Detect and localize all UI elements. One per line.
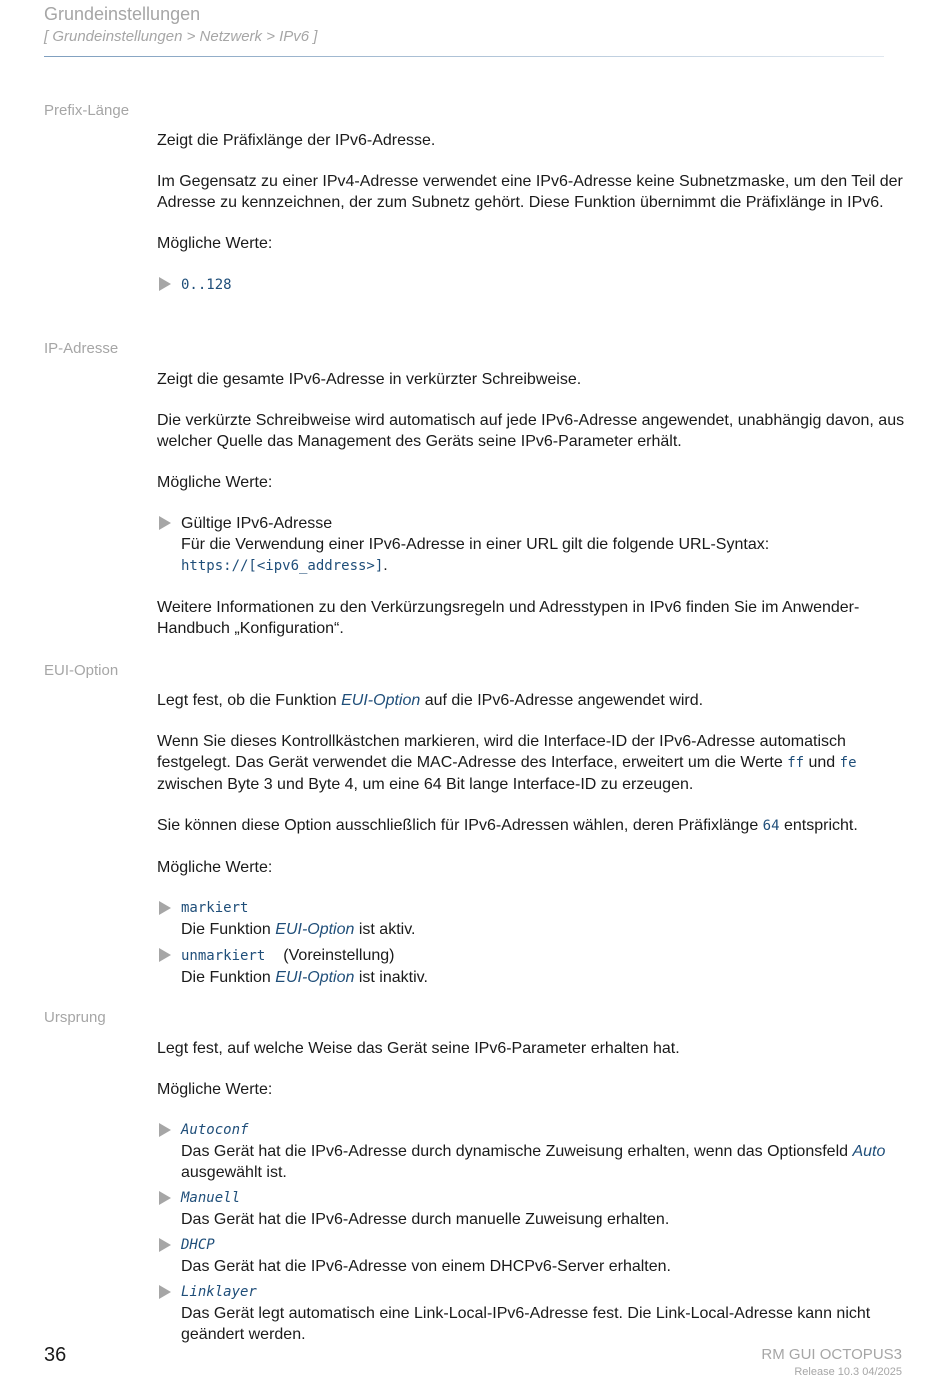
auto-option-link[interactable]: Auto — [852, 1143, 886, 1160]
paragraph: Die verkürzte Schreibweise wird automatisch auf jede IPv6-Adresse angewendet, unabhängig davon, aus welcher Quelle das Management des Geräts seine IPv6-Parameter erhält. — [157, 412, 905, 450]
breadcrumb: [ Grundeinstellungen > Netzwerk > IPv6 ] — [44, 28, 318, 45]
paragraph: Zeigt die Präfixlänge der IPv6-Adresse. — [157, 132, 436, 149]
possible-values-label: Mögliche Werte: — [157, 235, 273, 252]
value-description — [181, 919, 907, 940]
text: . — [383, 557, 388, 574]
bullet-arrow-icon — [159, 1238, 171, 1252]
bullet-arrow-icon — [159, 901, 171, 915]
value-code: Autoconf — [181, 1122, 249, 1138]
value-heading — [181, 945, 907, 967]
value-code: 0..128 — [181, 277, 232, 293]
value-title: Gültige IPv6-Adresse — [181, 515, 333, 532]
bullet-arrow-icon — [159, 1285, 171, 1299]
possible-values-label: Mögliche Werte: — [157, 859, 273, 876]
possible-values-label: Mögliche Werte: — [157, 1081, 273, 1098]
code-64: 64 — [762, 818, 780, 834]
section-label-prefix: Prefix-Länge — [44, 102, 130, 119]
text: und — [804, 754, 840, 771]
paragraph: Weitere Informationen zu den Verkürzungsregeln und Adresstypen in IPv6 finden Sie im Anwender-Handbuch „Konfiguration“. — [157, 599, 860, 637]
bullet-arrow-icon — [159, 516, 171, 530]
paragraph: Im Gegensatz zu einer IPv4-Adresse verwendet eine IPv6-Adresse keine Subnetzmaske, um den Teil der Adresse zu kennzeichnen, der zum Subnetz gehört. Diese Funktion übernimmt die Präfixlänge in IPv6. — [157, 173, 903, 211]
text: ist aktiv. — [354, 921, 416, 938]
paragraph — [157, 731, 907, 795]
page-header — [44, 4, 884, 45]
text: Sie können diese Option ausschließlich für IPv6-Adressen wählen, deren Präfixlänge — [157, 817, 763, 834]
section-body-prefix — [157, 130, 907, 301]
possible-values-label: Mögliche Werte: — [157, 474, 273, 491]
paragraph — [157, 690, 907, 711]
bullet-arrow-icon — [159, 948, 171, 962]
text: Die Funktion — [181, 969, 276, 986]
list-item — [157, 898, 907, 940]
eui-option-link[interactable]: EUI-Option — [341, 692, 421, 709]
eui-option-link[interactable]: EUI-Option — [275, 969, 355, 986]
text: Wenn Sie dieses Kontrollkästchen markieren, wird die Interface-ID der IPv6-Adresse automatisch festgelegt. Das Gerät verwendet die MAC-Adresse des Interface, erweitert um die Werte — [157, 733, 846, 771]
text: Die Funktion — [181, 921, 276, 938]
section-label-eui: EUI-Option — [44, 662, 119, 679]
text: auf die IPv6-Adresse angewendet wird. — [420, 692, 704, 709]
text: Legt fest, ob die Funktion — [157, 692, 342, 709]
footer-release: Release 10.3 04/2025 — [794, 1366, 902, 1378]
text: entspricht. — [779, 817, 858, 834]
default-note: (Voreinstellung) — [283, 947, 395, 964]
section-body-eui — [157, 690, 907, 993]
list-item — [157, 1235, 907, 1277]
value-description: Das Gerät hat die IPv6-Adresse von einem DHCPv6-Server erhalten. — [181, 1258, 671, 1275]
paragraph — [157, 815, 907, 837]
page-number: 36 — [44, 1344, 67, 1366]
value-description — [181, 1141, 907, 1183]
footer-doc-title: RM GUI OCTOPUS3 — [761, 1346, 902, 1363]
value-code: DHCP — [181, 1237, 215, 1253]
value-code: Manuell — [181, 1190, 241, 1206]
text: zwischen Byte 3 und Byte 4, um eine 64 Bit lange Interface-ID zu erzeugen. — [157, 776, 694, 793]
bullet-arrow-icon — [159, 1123, 171, 1137]
paragraph: Zeigt die gesamte IPv6-Adresse in verkürzter Schreibweise. — [157, 371, 582, 388]
list-item — [157, 1188, 907, 1230]
page-title: Grundeinstellungen — [44, 4, 201, 24]
value-code: Linklayer — [181, 1284, 257, 1300]
value-code: unmarkiert — [181, 948, 266, 964]
bullet-arrow-icon — [159, 1191, 171, 1205]
section-label-origin: Ursprung — [44, 1009, 106, 1026]
value-description: Das Gerät hat die IPv6-Adresse durch manuelle Zuweisung erhalten. — [181, 1211, 670, 1228]
text: Für die Verwendung einer IPv6-Adresse in einer URL gilt die folgende URL-Syntax: — [181, 536, 770, 553]
value-description — [181, 534, 907, 577]
code-fe: fe — [839, 755, 857, 771]
list-item — [157, 513, 907, 577]
text: ist inaktiv. — [354, 969, 428, 986]
value-code: markiert — [181, 900, 249, 916]
text: Das Gerät hat die IPv6-Adresse durch dynamische Zuweisung erhalten, wenn das Optionsfeld — [181, 1143, 853, 1160]
list-item — [157, 945, 907, 988]
paragraph: Legt fest, auf welche Weise das Gerät seine IPv6-Parameter erhalten hat. — [157, 1040, 680, 1057]
code-ff: ff — [787, 755, 805, 771]
list-item — [157, 1282, 907, 1345]
list-item — [157, 274, 907, 296]
section-label-ip: IP-Adresse — [44, 340, 119, 357]
value-description — [181, 967, 907, 988]
section-body-ip — [157, 369, 907, 659]
list-item — [157, 1120, 907, 1183]
value-description: Das Gerät legt automatisch eine Link-Local-IPv6-Adresse fest. Die Link-Local-Adresse kann nicht geändert werden. — [181, 1305, 871, 1343]
header-divider — [44, 56, 884, 57]
bullet-arrow-icon — [159, 277, 171, 291]
section-body-origin — [157, 1038, 907, 1350]
text: ausgewählt ist. — [181, 1164, 287, 1181]
eui-option-link[interactable]: EUI-Option — [275, 921, 355, 938]
url-syntax-code: https://[<ipv6_address>] — [181, 558, 384, 574]
